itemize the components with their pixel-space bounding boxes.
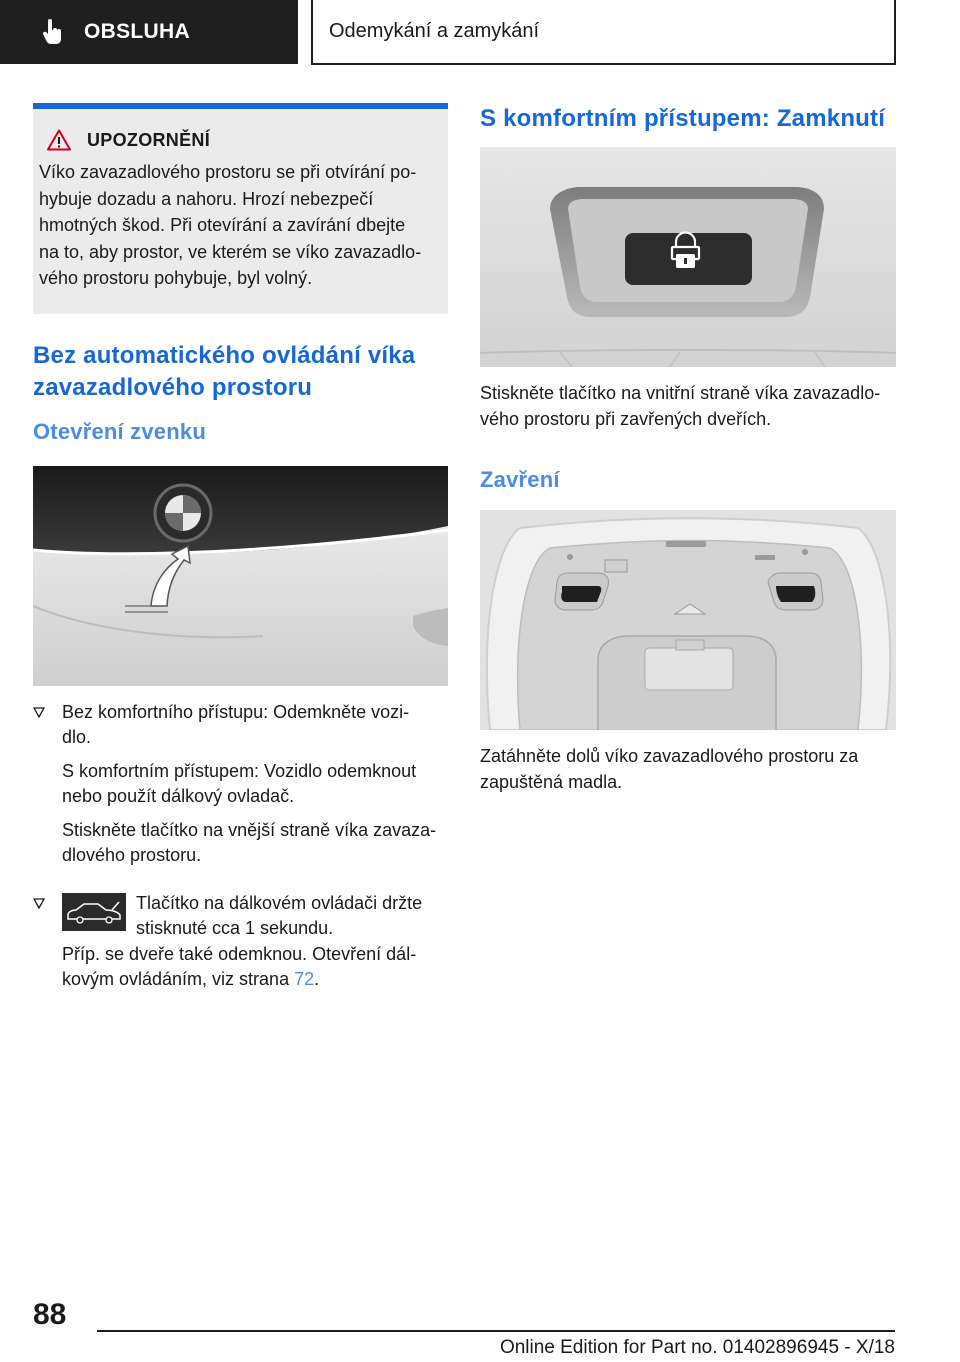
hand-pointer-icon bbox=[42, 19, 62, 45]
step-open-1 bbox=[33, 700, 448, 869]
chapter-header bbox=[311, 0, 896, 65]
trunk-exterior-button-illustration bbox=[33, 466, 448, 686]
step-text: Bez komfortního přístupu: Odemkněte vozi- dlo. bbox=[62, 701, 410, 747]
subsection-heading-open-outside: Otevření zvenku bbox=[33, 418, 206, 444]
step-triangle-icon bbox=[33, 707, 45, 718]
close-instructions: Zatáhněte dolů víko zavazadlového prostoru za zapuštěná madla. bbox=[480, 746, 859, 792]
warning-text: Víko zavazadlového prostoru se při otvírání po- hybuje dozadu a nahoru. Hrozí nebezpečí hmotných škod. Při otevírání a zavírání dbejte na to, aby prostor, ve kterém se víko zavazadlo- vého prostoru pohybuje, byl volný. bbox=[39, 162, 422, 288]
right-column bbox=[480, 103, 896, 795]
step-open-2 bbox=[33, 891, 448, 993]
trunk-lid-handles-illustration bbox=[480, 510, 896, 730]
warning-header bbox=[47, 129, 438, 151]
subsection-heading-close: Zavření bbox=[480, 467, 560, 492]
step-text: Příp. se dveře také odemknou. Otevření dál- kovým ovládáním, viz strana 72. bbox=[62, 943, 417, 989]
section-heading: Bez automatického ovládání víka zavazadlového prostoru bbox=[33, 341, 416, 401]
step-text: S komfortním přístupem: Vozidlo odemknout nebo použít dálkový ovladač. bbox=[62, 760, 417, 806]
page-reference-link[interactable]: 72 bbox=[294, 969, 315, 989]
step-text: Tlačítko na dálkovém ovládači držte stisknuté cca 1 sekundu. bbox=[136, 892, 423, 938]
comfort-lock-instructions: Stiskněte tlačítko na vnitřní straně víka zavazadlo- vého prostoru při zavřených dveřích. bbox=[480, 383, 881, 429]
footer-divider bbox=[97, 1330, 895, 1332]
step-triangle-icon bbox=[33, 898, 45, 909]
chapter-title: Odemykání a zamykání bbox=[329, 20, 540, 42]
section-tab bbox=[0, 0, 298, 64]
section-label: OBSLUHA bbox=[84, 20, 190, 43]
page-number: 88 bbox=[33, 1298, 67, 1331]
car-trunk-remote-icon bbox=[62, 893, 126, 931]
edition-footer: Online Edition for Part no. 01402896945 - X/18 bbox=[499, 1337, 895, 1358]
left-column bbox=[33, 103, 448, 993]
warning-triangle-icon bbox=[47, 129, 71, 151]
warning-box bbox=[33, 103, 448, 314]
section-heading-comfort-lock: S komfortním přístupem: Zamknutí bbox=[480, 105, 886, 132]
warning-title: UPOZORNĚNÍ bbox=[87, 129, 211, 150]
trunk-inner-lock-button-illustration bbox=[480, 147, 896, 367]
step-text: Stiskněte tlačítko na vnější straně víka zavaza- dlového prostoru. bbox=[62, 819, 437, 865]
